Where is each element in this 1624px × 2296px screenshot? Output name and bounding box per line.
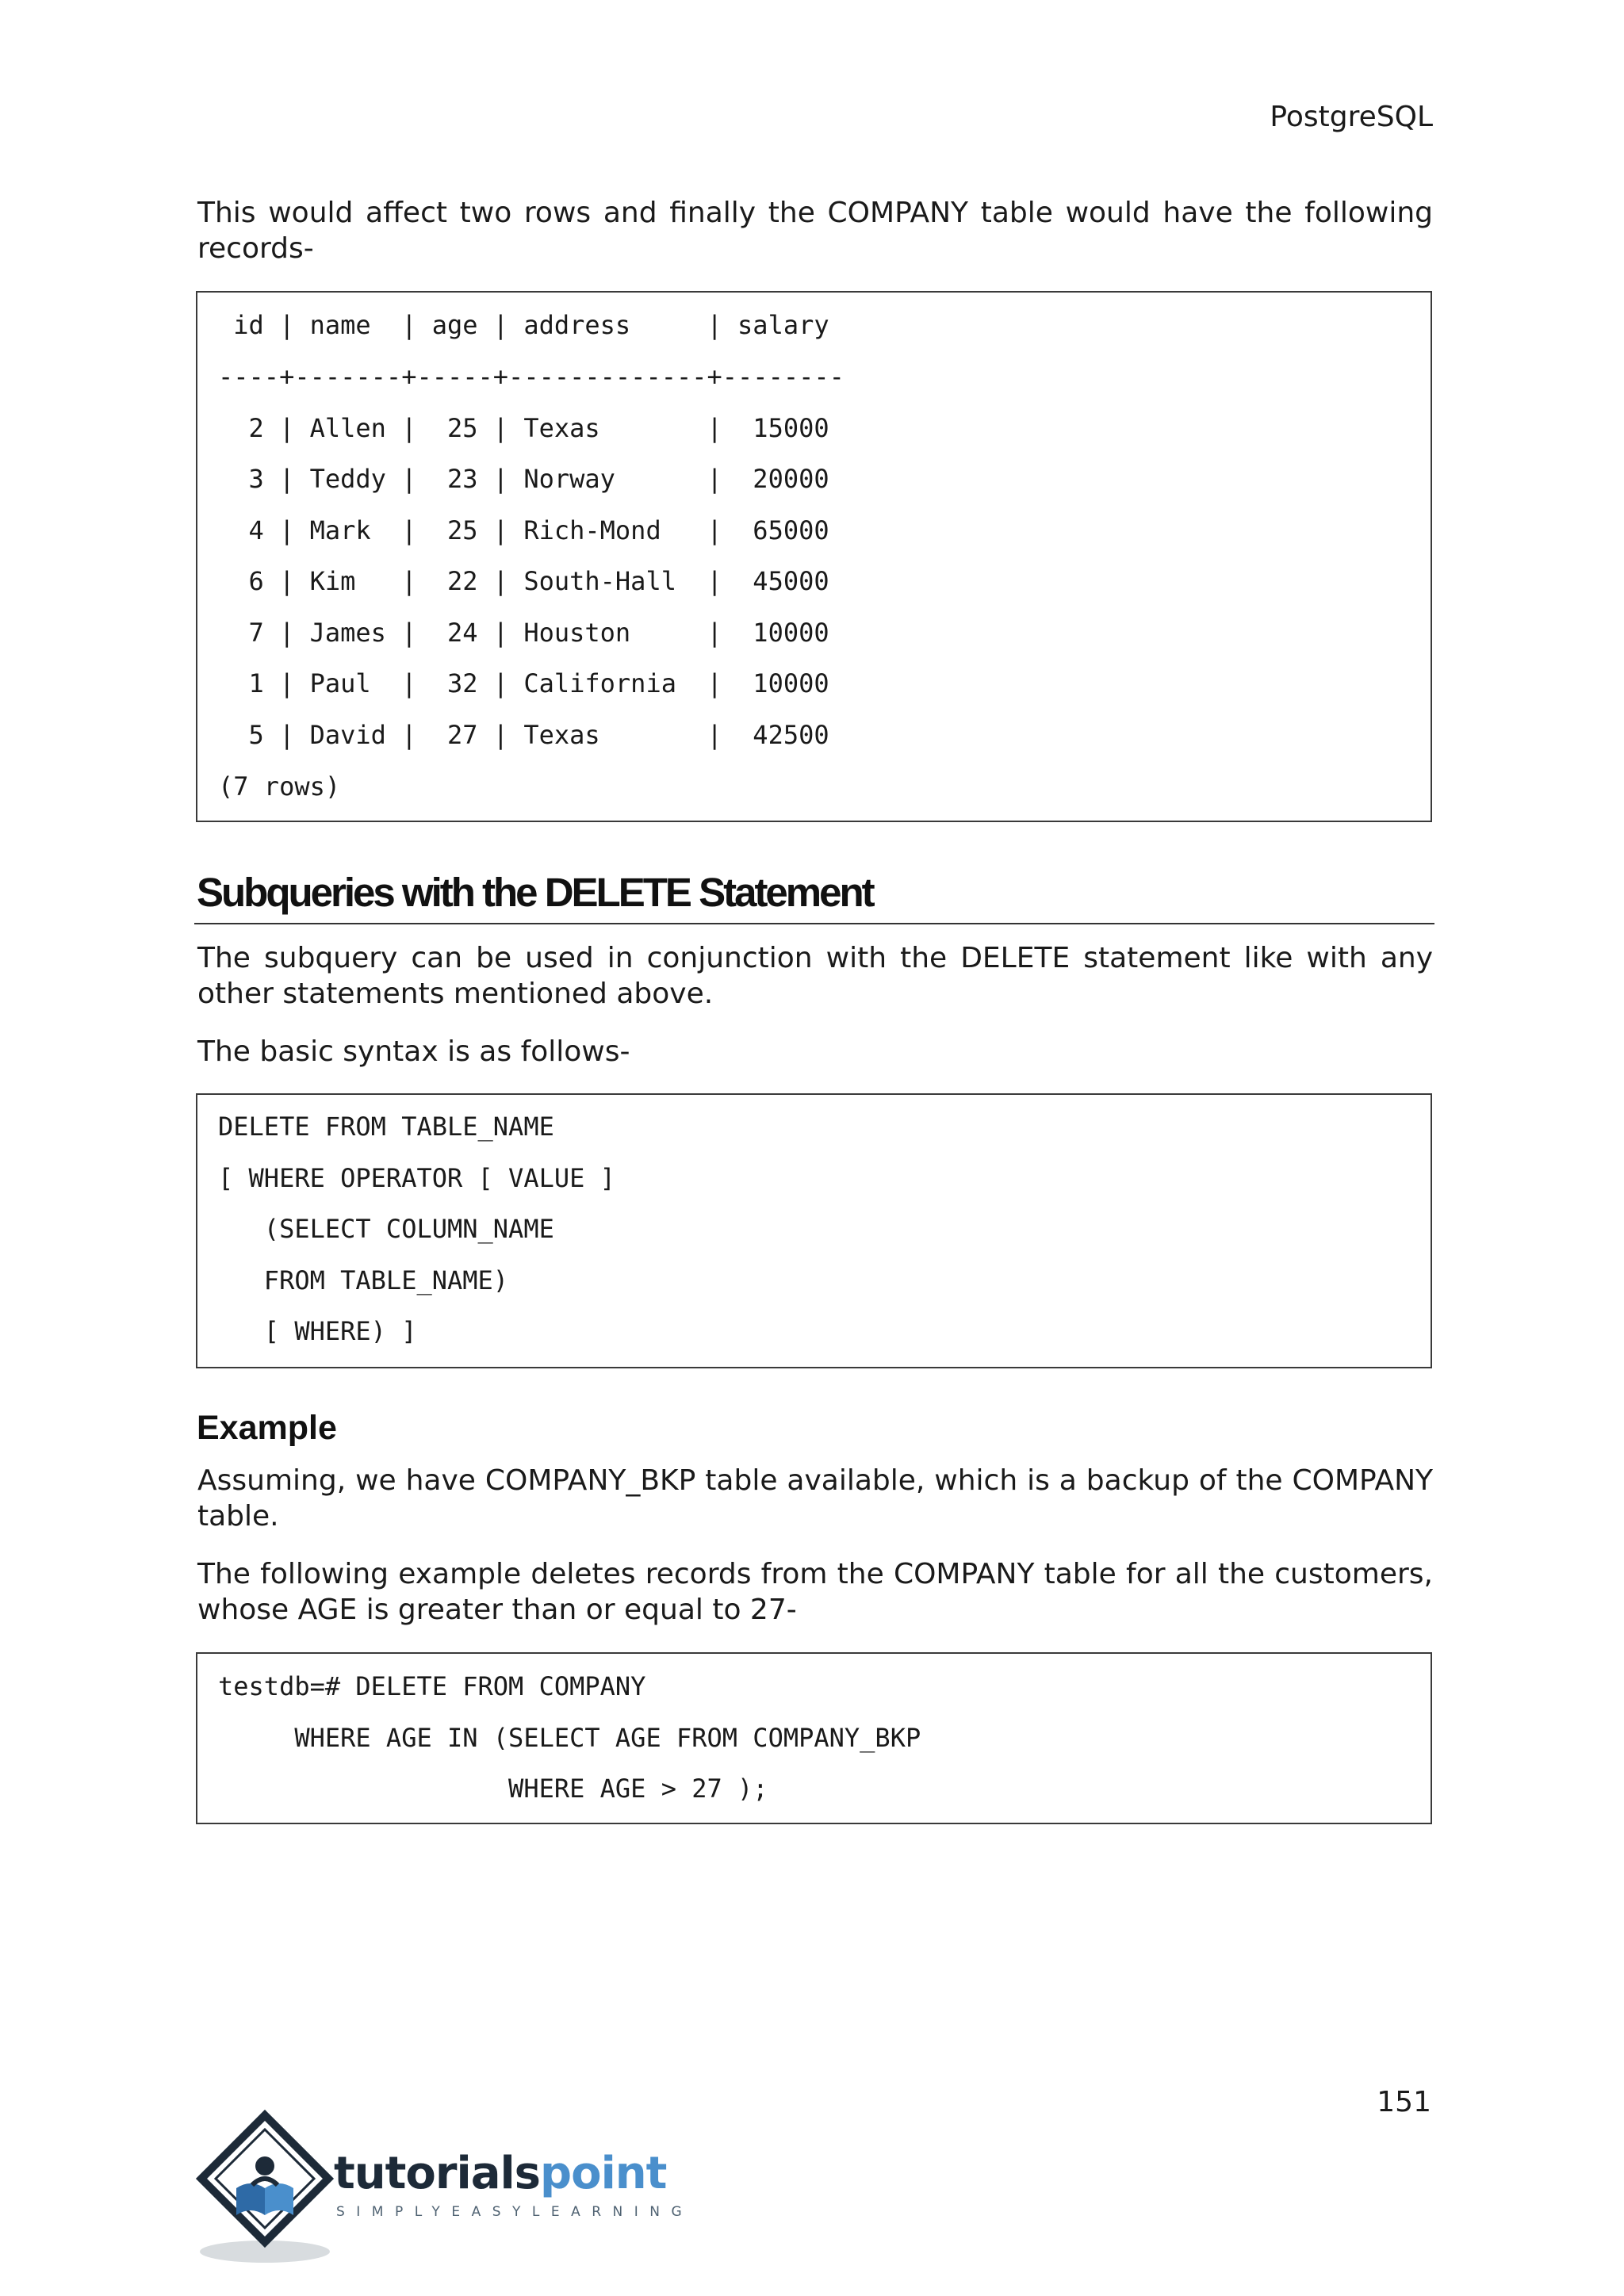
- code-line: WHERE AGE IN (SELECT AGE FROM COMPANY_BKP: [218, 1723, 921, 1753]
- result-table-row-count: (7 rows): [218, 771, 341, 802]
- section-heading: Subqueries with the DELETE Statement: [197, 870, 873, 915]
- result-table-box: [196, 291, 1432, 822]
- running-header: PostgreSQL: [1270, 101, 1433, 133]
- page-number: 151: [1377, 2086, 1431, 2118]
- logo-word-accent: point: [540, 2148, 667, 2199]
- logo-tagline: SIMPLYEASYLEARNING: [336, 2204, 694, 2220]
- table-row: 7 | James | 24 | Houston | 10000: [218, 618, 829, 648]
- syntax-code-box: [196, 1093, 1432, 1368]
- table-row: 6 | Kim | 22 | South-Hall | 45000: [218, 566, 829, 596]
- example-paragraph-2: The following example deletes records from the COMPANY table for all the customers, whose AGE is greater than or equal to 27-: [197, 1558, 1433, 1626]
- example-heading: Example: [197, 1409, 337, 1447]
- table-row: 4 | Mark | 25 | Rich-Mond | 65000: [218, 515, 829, 545]
- code-line: [ WHERE) ]: [218, 1316, 417, 1346]
- example-paragraph-1: Assuming, we have COMPANY_BKP table available, which is a backup of the COMPANY table.: [197, 1464, 1433, 1533]
- section-paragraph-1: The subquery can be used in conjunction with the DELETE statement like with any other statements mentioned above.: [197, 942, 1433, 1010]
- code-line: WHERE AGE > 27 );: [218, 1774, 768, 1804]
- section-paragraph-2: The basic syntax is as follows-: [197, 1035, 630, 1068]
- tutorialspoint-logo: [195, 2109, 694, 2267]
- logo-emblem-icon: [195, 2109, 338, 2267]
- logo-word-main: tutorials: [334, 2148, 541, 2199]
- result-table-header: id | name | age | address | salary: [218, 310, 829, 340]
- table-row: 1 | Paul | 32 | California | 10000: [218, 668, 829, 698]
- intro-paragraph: This would affect two rows and finally the COMPANY table would have the following records-: [197, 197, 1433, 265]
- result-table-separator: ----+-------+-----+-------------+--------: [218, 362, 845, 392]
- code-line: testdb=# DELETE FROM COMPANY: [218, 1671, 646, 1701]
- code-line: (SELECT COLUMN_NAME: [218, 1214, 554, 1244]
- logo-wordmark: [334, 2149, 666, 2199]
- example-code-box: [196, 1652, 1432, 1824]
- table-row: 3 | Teddy | 23 | Norway | 20000: [218, 464, 829, 494]
- section-divider: [194, 923, 1434, 924]
- code-line: [ WHERE OPERATOR [ VALUE ]: [218, 1163, 615, 1193]
- code-line: FROM TABLE_NAME): [218, 1265, 509, 1295]
- table-row: 5 | David | 27 | Texas | 42500: [218, 720, 829, 750]
- table-row: 2 | Allen | 25 | Texas | 15000: [218, 413, 829, 443]
- code-line: DELETE FROM TABLE_NAME: [218, 1112, 554, 1142]
